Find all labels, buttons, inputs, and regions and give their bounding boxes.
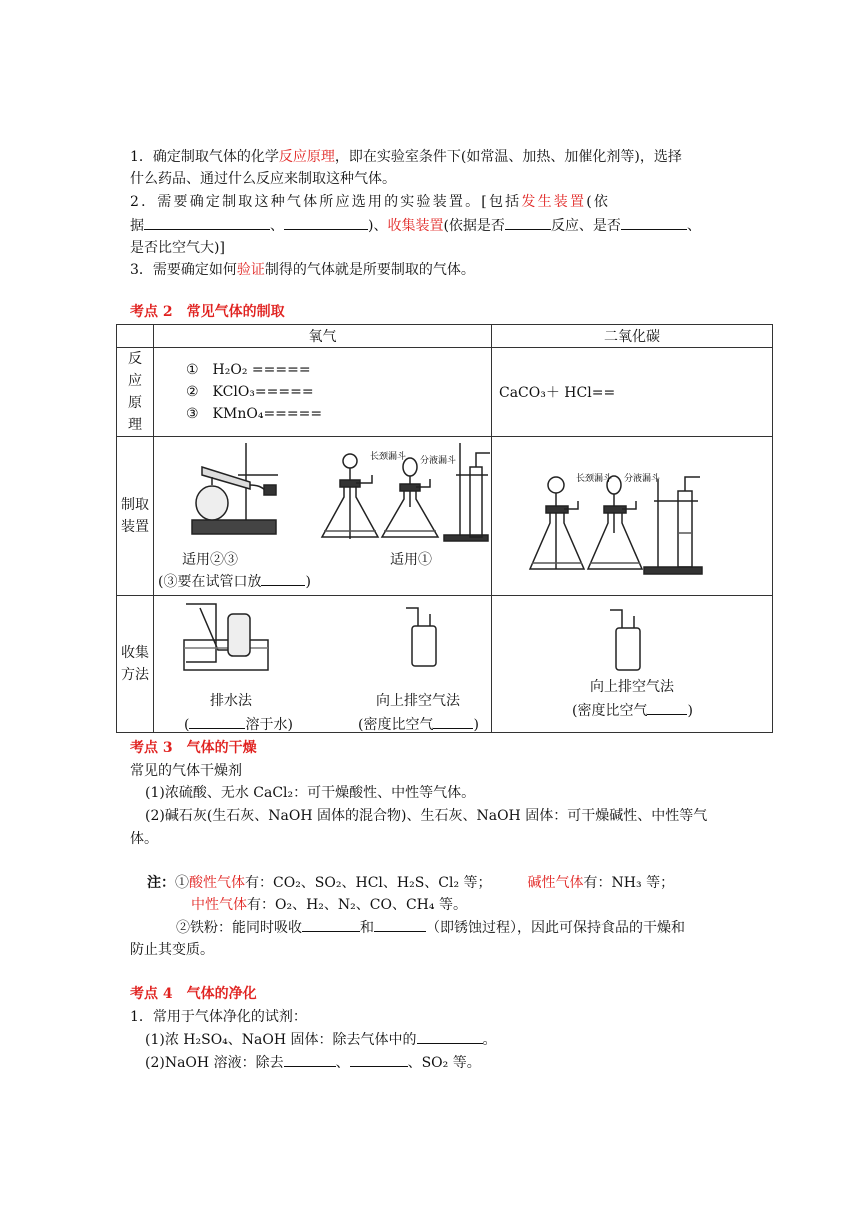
row-label-apparatus: 制取装置	[117, 437, 154, 596]
s1-line6: 3．需要确定如何验证制得的气体就是所要制取的气体。	[130, 262, 475, 278]
section3-heading: 考点 3 气体的干燥	[130, 740, 257, 756]
label-water-method: 排水法	[210, 693, 252, 709]
s3-note2: 中性气体有：O₂、H₂、N₂、CO、CH₄ 等。	[191, 897, 467, 913]
note-upward-air-o2: (密度比空气 )	[358, 714, 479, 734]
s3-note1: 注：①酸性气体有：CO₂、SO₂、HCl、H₂S、Cl₂ 等； 碱性气体有：NH₃ 等；	[147, 875, 675, 891]
label-upward-air-o2: 向上排空气法	[376, 693, 460, 709]
header-oxygen: 氧气	[154, 325, 492, 348]
note-tube-mouth: (③要在试管口放 )	[158, 571, 311, 591]
o2-reaction-1: ① H₂O₂ =====	[186, 362, 311, 378]
section4-heading: 考点 4 气体的净化	[130, 986, 257, 1002]
section2-heading: 考点 2 常见气体的制取	[130, 304, 285, 320]
co2-collect-cell	[492, 596, 773, 733]
header-co2: 二氧化碳	[492, 325, 773, 348]
s3-note3: ②铁粉：能同时吸收 和 （即锈蚀过程），因此可保持食品的干燥和	[176, 917, 776, 938]
label-sep-funnel-co2: 分液漏斗	[624, 474, 661, 484]
co2-apparatus-drawing	[492, 437, 773, 595]
s4-item1: (1)浓 H₂SO₄、NaOH 固体：除去气体中的 。	[145, 1029, 745, 1050]
label-long-funnel-co2: 长颈漏斗	[576, 474, 613, 484]
o2-reactions	[154, 348, 492, 437]
s1-line4: 据 、 )、收集装置(依据是否 反应、是否 、	[130, 215, 730, 236]
row-label-collect: 收集方法	[117, 596, 154, 733]
s3-item2b: 体。	[130, 831, 158, 847]
o2-collect-drawing	[154, 596, 492, 732]
s3-item1: (1)浓硫酸、无水 CaCl₂：可干燥酸性、中性等气体。	[145, 785, 476, 801]
note-upward-air-co2: (密度比空气 )	[572, 700, 693, 720]
note-water-method: ( 溶于水)	[184, 714, 293, 734]
label-sep-funnel: 分液漏斗	[420, 456, 457, 466]
table-corner	[117, 325, 154, 348]
row-label-reaction: 反应原理	[117, 348, 154, 437]
label-suits-1: 适用①	[390, 552, 432, 568]
o2-collect-cell	[154, 596, 492, 733]
s3-intro: 常见的气体干燥剂	[130, 763, 242, 779]
s1-line3: 2．需要确定制取这种气体所应选用的实验装置。[包括发生装置(依	[130, 194, 611, 210]
label-long-funnel: 长颈漏斗	[370, 452, 407, 462]
s3-note4: 防止其变质。	[130, 942, 214, 958]
o2-reaction-3: ③ KMnO₄=====	[186, 406, 323, 422]
s1-line1: 1．确定制取气体的化学反应原理，即在实验室条件下(如常温、加热、加催化剂等)，选择	[130, 149, 682, 165]
s1-line5: 是否比空气大)]	[130, 240, 225, 256]
co2-apparatus-cell	[492, 437, 773, 596]
s4-item2: (2)NaOH 溶液：除去 、 、SO₂ 等。	[145, 1052, 745, 1073]
o2-apparatus-cell	[154, 437, 492, 596]
label-upward-air-co2: 向上排空气法	[590, 679, 674, 695]
label-suits-23: 适用②③	[182, 552, 238, 568]
o2-reaction-2: ② KClO₃=====	[186, 384, 314, 400]
co2-reaction: CaCO₃＋ HCl==	[492, 348, 773, 437]
gas-preparation-table	[116, 324, 773, 733]
s1-line2: 什么药品、通过什么反应来制取这种气体。	[130, 171, 396, 187]
s3-item2a: (2)碱石灰(生石灰、NaOH 固体的混合物)、生石灰、NaOH 固体：可干燥碱性、中性等气	[145, 808, 708, 824]
s4-line1: 1．常用于气体净化的试剂：	[130, 1009, 307, 1025]
